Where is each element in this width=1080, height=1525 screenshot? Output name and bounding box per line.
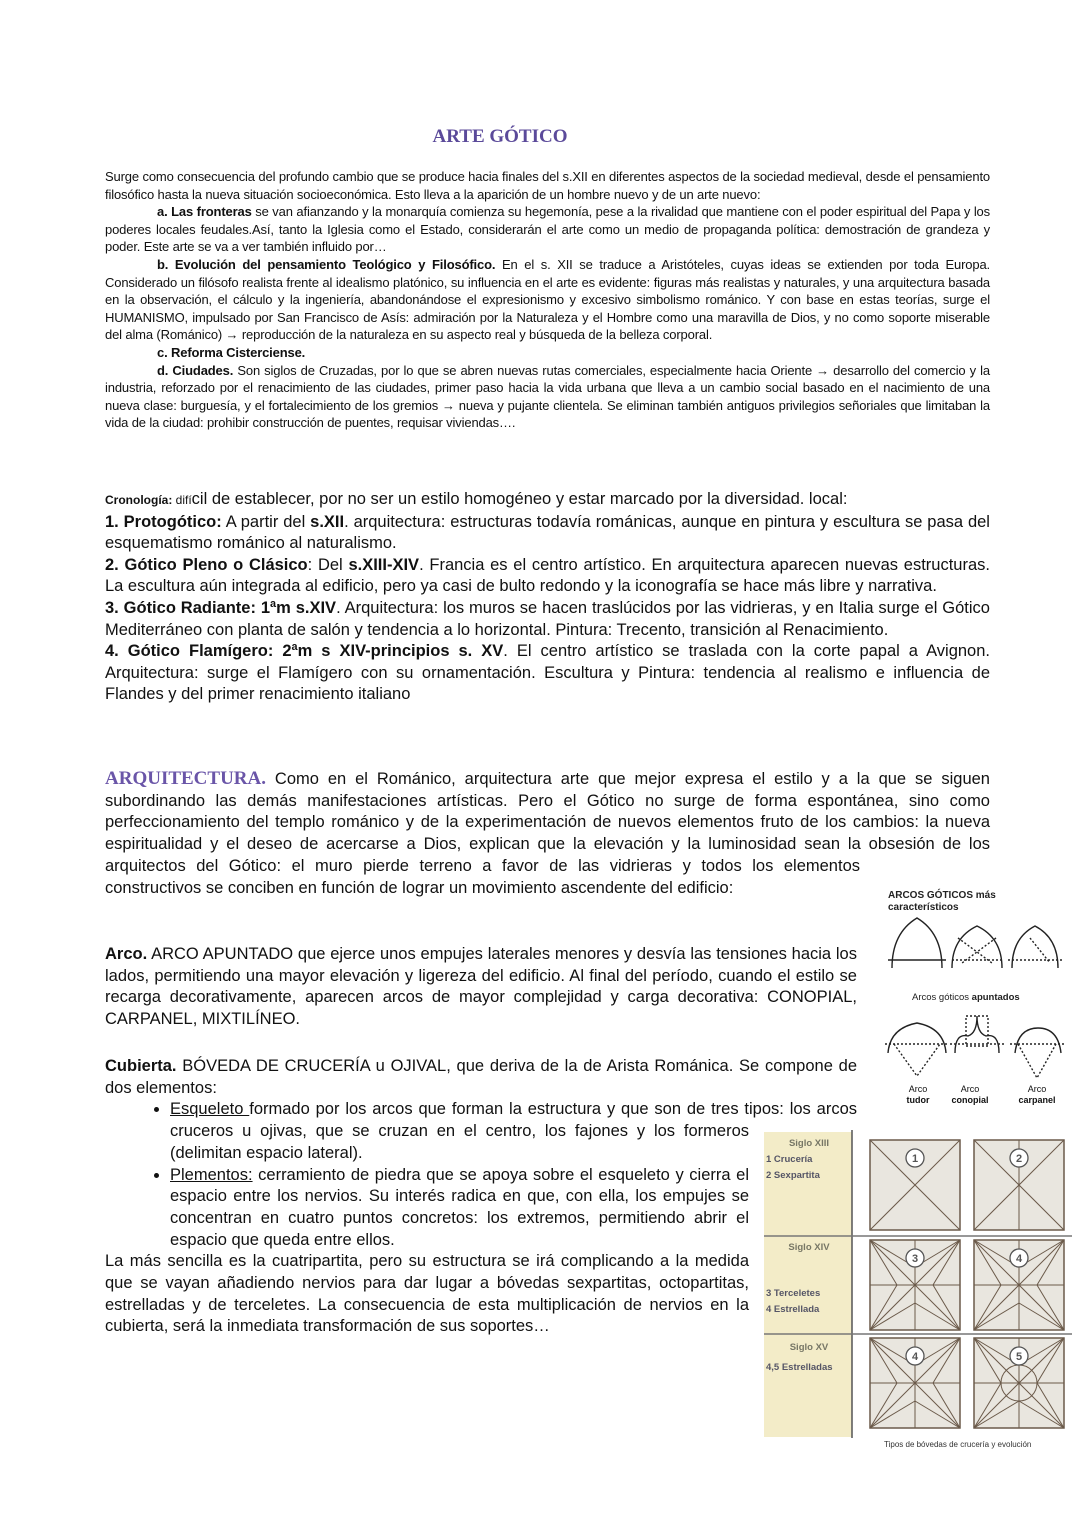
arch-word: Arco [1027,1084,1047,1094]
gothic-arches-figure [880,888,1075,1118]
roof-closing: La más sencilla es la cuatripartita, pero su estructura se irá complicando a la medida que se vayan añadiendo nervios para dar lugar a bóvedas sexpartitas, octopartitas, estrelladas y de terceletes. La consecuencia de esta multiplicación de nervios en la cubierta, será la inmediata transformación de sus soportes… [105,1252,749,1336]
vault-number: 1 [911,1153,919,1165]
vault-type-label: 3 Terceletes [766,1288,821,1299]
point-a [105,203,990,256]
period-text: . Francia es el centro artístico. En arquitectura aparecen nuevas estructuras. La escultura aún integrada al edificio, pero ya casi de bulto redondo y la iconografía se hace más libre y narrativa. [105,555,990,596]
point-d [105,362,990,432]
vault-number: 2 [1015,1153,1023,1165]
period-item [105,512,990,555]
list-item-label: Plementos: [170,1165,253,1184]
arch-type-name: carpanel [1018,1095,1056,1105]
intro-section [105,168,990,432]
arch-type-tudor [898,1084,938,1106]
vault-number: 4 [1015,1253,1023,1265]
period-text: . arquitectura: estructuras todavía románicas, aunque en pintura y escultura se pasa del esquematismo románico al naturalismo. [105,512,990,553]
arch-section [105,944,857,1031]
century-label: Siglo XV [789,1342,829,1353]
arch-type-name: conopial [951,1095,989,1105]
vaults-caption: Tipos de bóvedas de crucería y evolución [884,1440,1032,1449]
point-b-text: En el s. XII se traduce a Aristóteles, cuyas ideas se extienden por toda Europa. Considerado un filósofo realista frente al idealismo platónico, su influencia en el arte es evidente: figuras más realistas y naturales, y una arquitectura basada en la observación, el cálculo y la ingeniería, abandonándose el expresionismo y excesivo simbolismo románico. Y con base en estas teorías, surge el HUMANISMO, impulsado por San Francisco de Asís: admiración por la Naturaleza y el Hombre como una maravilla de Dios, y no como soporte miserable del alma (Románico) → reproducción de la naturaleza en su aspecto real y búsqueda de la belleza corporal. [105,256,990,343]
vault-type-label: 4 Estrellada [766,1304,820,1315]
roof-elements-list [105,1099,857,1251]
period-label: 2. Gótico Pleno o Clásico [105,555,308,574]
arch-type-conopial [948,1084,992,1106]
intro-paragraph: Surge como consecuencia del profundo cambio que se produce hacia finales del s.XII en diferentes aspectos de la sociedad medieval, desde el pensamiento filosófico hasta la nueva situación socioeconómica. Esto lleva a la aparición de un hombre nuevo y de un arte nuevo: [105,169,990,202]
period-item [105,598,990,641]
point-a-label: a. Las fronteras [157,204,252,220]
row-3-labels [766,1338,852,1378]
period-text: . El centro artístico se traslada con la corte papal a Avignon. Arquitectura: surge el Flamígero con su ornamentación. Escultura y Pintura: tendencia al realismo e influencia de Flandes y del primer renacimiento italiano [105,642,990,704]
architecture-section [105,768,990,956]
roof-text: BÓVEDA DE CRUCERÍA u OJIVAL, que deriva de la de Arista Románica. Se compone de dos elementos: [105,1057,857,1097]
period-label: 3. Gótico Radiante: 1ªm s.XIV [105,598,337,617]
point-d-text: Son siglos de Cruzadas, por lo que se abren nuevas rutas comerciales, especialmente hacia Oriente → desarrollo del comercio y la industria, reforzado por el renacimiento de las ciudades, primer paso hacia la vida urbana que lleva a un cambio social basado en el nacimiento de una nueva clase: burguesía, y el fortalecimiento de los gremios → nueva y pujante clientela. Se eliminan también antiguos privilegios señoriales que limitaban la vida de la ciudad: prohibir construcción de puentes, requisar viviendas…. [105,362,990,431]
roof-section [105,1056,857,1430]
period-item [105,555,990,598]
row-2-labels [766,1240,852,1318]
period-item [105,641,990,706]
point-d-label: d. Ciudades. [157,362,234,378]
vault-type-label: 2 Sexpartita [766,1170,820,1181]
chronology-intro-text: cil de establecer, por no ser un estilo homogéneo y estar marcado por la diversidad. local: [191,490,848,508]
period-pre: : Del [307,555,349,574]
point-c [105,344,990,362]
vault-number: 3 [911,1253,919,1265]
chronology-intro [105,489,990,512]
period-label: 1. Protogótico: [105,512,222,531]
arch-type-name: tudor [906,1095,930,1105]
page-title: ARTE GÓTICO [432,126,568,147]
list-item-text: cerramiento de piedra que se apoya sobre el esqueleto y cierra el espacio entre los nervios. Su interés radica en que, con ella, los empujes se concentran en cuatro puntos concretos: los extremos, permitiendo abrir el espacio que queda entre ellos. [170,1165,749,1249]
caption-bold: apuntados [971,992,1020,1003]
architecture-text: Como en el Románico, arquitectura arte que mejor expresa el estilo y a la que se siguen subordinando las demás manifestaciones artísticas. Pero el Gótico no surge de forma espontánea, sino como perfeccionamiento del templo románico y de la experimentación de nuevos elementos fruto de los cambios: la nueva espiritualidad y el deseo de acercarse a Dios, explican que la elevación y la luminosidad sean la obsesión de los arquitectos del Gótico: el muro pierde terreno a favor de las vidrieras y todos los elementos constructivos se conciben en función de lograr un movimiento ascendente del edificio: [105,770,990,897]
century-label: Siglo XIV [788,1242,830,1253]
arch-word: Arco [908,1084,928,1094]
century-label: Siglo XIII [788,1138,830,1149]
roof-heading: Cubierta. [105,1057,177,1075]
period-label: 4. Gótico Flamígero: 2ªm s XIV-principios s. XV [105,642,504,661]
vault-number: 5 [1015,1351,1023,1363]
row-1-labels [766,1136,852,1184]
roof-intro [105,1056,857,1099]
arch-text: ARCO APUNTADO que ejerce unos empujes laterales menores y desvía las tensiones hacia los lados, permitiendo una mayor elevación y ligereza del edificio. Al final del período, cuando el estilo se recarga decorativamente, aparecen arcos de mayor complejidad y carga decorativa: CONOPIAL, CARPANEL, MIXTILÍNEO. [105,945,857,1029]
vault-type-label: 4,5 Estrelladas [766,1362,833,1373]
list-item-text: formado por los arcos que forman la estructura y que son de tres tipos: los arcos cruceros u ojivas, que se cruzan en el centro, los fajones y los formeros (delimitan espacio lateral). [170,1100,857,1162]
arch-heading: Arco. [105,945,148,963]
chronology-section [105,489,990,706]
period-century: s.XII [310,512,345,531]
architecture-heading: ARQUITECTURA. [105,768,266,789]
vault-number: 4 [911,1351,919,1363]
arch-type-carpanel [1015,1084,1059,1106]
vault-type-label: 1 Crucería [766,1154,813,1165]
rib-vaults-figure [752,1128,1077,1458]
point-a-text: se van afianzando y la monarquía comienza su hegemonía, pese a la rivalidad que mantiene con el poder espiritual del Papa y los poderes locales feudales.Así, tanto la Iglesia como el Estado, considerarán el arte como un medio de propaganda política: demostración de grandeza y poder. Este arte se va a ver también influido por… [105,204,990,255]
period-century: s.XIII-XIV [348,555,420,574]
arches-caption [912,992,1020,1003]
figure-title: ARCOS GÓTICOS más característicos [888,890,996,913]
point-b-label: b. Evolución del pensamiento Teológico y Filosófico. [157,256,496,272]
period-text: . Arquitectura: los muros se hacen traslúcidos por las vidrieras, y en Italia surge el Gótico Mediterráneo con planta de salón y tendencia a lo horizontal. Pintura: Trecento, transición al Renacimiento. [105,598,990,639]
chronology-intro-start: difí [172,493,192,507]
list-item-label: Esqueleto [170,1100,250,1119]
point-b [105,256,990,344]
chronology-label: Cronología: [105,493,173,507]
period-pre: A partir del [221,512,311,531]
arch-word: Arco [960,1084,980,1094]
point-c-label: c. Reforma Cisterciense. [157,344,306,360]
caption-text: Arcos góticos [912,992,972,1003]
